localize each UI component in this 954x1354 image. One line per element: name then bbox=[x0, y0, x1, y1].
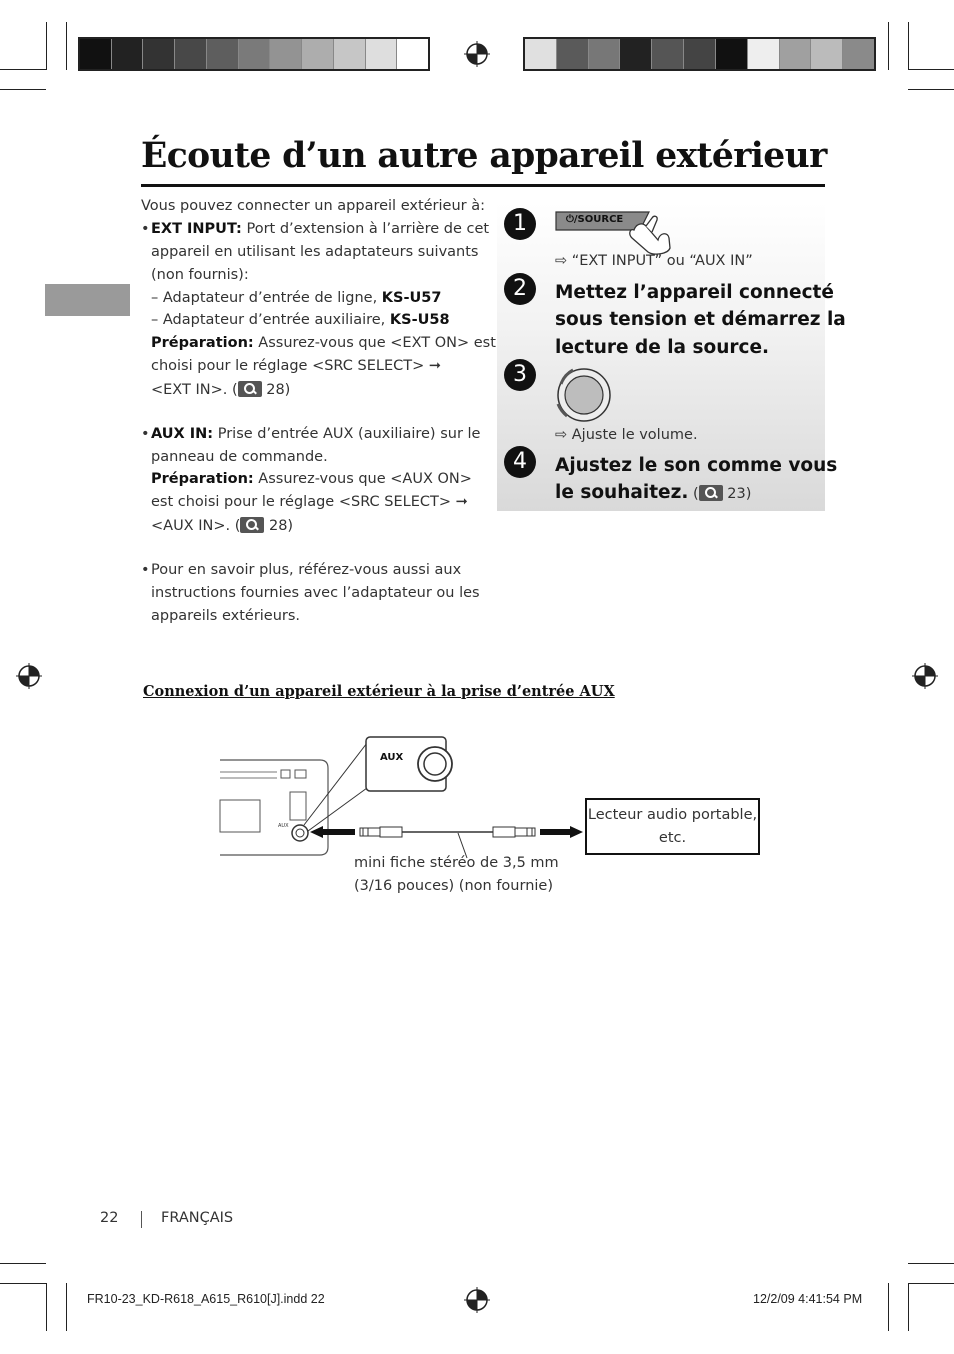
color-swatch bbox=[811, 39, 843, 69]
cable-label-line2: (3/16 pouces) (non fournie) bbox=[354, 878, 553, 894]
step-number-2: 2 bbox=[504, 273, 536, 305]
aux-prep-line3: <AUX IN>. ( 28) bbox=[151, 518, 294, 534]
magnifier-ref-icon bbox=[240, 517, 264, 533]
color-swatch bbox=[557, 39, 589, 69]
slug-filename: FR10-23_KD-R618_A615_R610[J].indd 22 bbox=[87, 1292, 325, 1306]
color-swatch bbox=[80, 39, 112, 69]
connection-title: Connexion d’un appareil extérieur à la prise d’entrée AUX bbox=[143, 683, 615, 700]
bullet: • bbox=[141, 426, 150, 442]
device-label-line1: Lecteur audio portable, bbox=[587, 807, 758, 823]
color-swatch bbox=[239, 39, 271, 69]
more-info-line2: instructions fournies avec l’adaptateur ou les bbox=[151, 585, 480, 601]
color-swatch bbox=[780, 39, 812, 69]
color-swatch bbox=[112, 39, 144, 69]
ext-prep-line2: choisi pour le réglage <SRC SELECT> ➞ bbox=[151, 358, 441, 374]
magnifier-ref-icon bbox=[238, 381, 262, 397]
color-swatch bbox=[397, 39, 428, 69]
aux-prep-line2: est choisi pour le réglage <SRC SELECT> ➞ bbox=[151, 494, 468, 510]
registration-mark-icon bbox=[464, 1287, 490, 1313]
color-swatch bbox=[175, 39, 207, 69]
step2-line1: Mettez l’appareil connecté bbox=[555, 282, 834, 303]
footer-divider bbox=[141, 1211, 142, 1228]
adapter-line: – Adaptateur d’entrée de ligne, KS-U57 bbox=[151, 290, 442, 306]
color-bar-left bbox=[78, 37, 430, 71]
step2-line2: sous tension et démarrez la bbox=[555, 309, 846, 330]
aux-panel-small-label: AUX bbox=[278, 823, 289, 829]
step-number-4: 4 bbox=[504, 446, 536, 478]
color-swatch bbox=[270, 39, 302, 69]
more-info-line3: appareils extérieurs. bbox=[151, 608, 301, 624]
bullet: • bbox=[141, 562, 150, 578]
color-swatch bbox=[716, 39, 748, 69]
color-swatch bbox=[684, 39, 716, 69]
color-swatch bbox=[334, 39, 366, 69]
color-swatch bbox=[525, 39, 557, 69]
aux-prep-line1: Préparation: Assurez-vous que <AUX ON> bbox=[151, 471, 472, 487]
language-side-tab bbox=[45, 284, 130, 316]
step4-line1: Ajustez le son comme vous bbox=[555, 455, 838, 476]
color-bar-right bbox=[523, 37, 876, 71]
color-swatch bbox=[843, 39, 874, 69]
registration-mark-icon bbox=[16, 663, 42, 689]
color-swatch bbox=[589, 39, 621, 69]
step-number-1: 1 bbox=[504, 208, 536, 240]
ext-input-line1: EXT INPUT: Port d’extension à l’arrière de cet bbox=[151, 221, 490, 237]
registration-mark-icon bbox=[912, 663, 938, 689]
ext-prep-line1: Préparation: Assurez-vous que <EXT ON> est bbox=[151, 335, 496, 351]
step2-line3: lecture de la source. bbox=[555, 337, 770, 358]
adapter-aux: – Adaptateur d’entrée auxiliaire, KS-U58 bbox=[151, 312, 450, 328]
color-swatch bbox=[366, 39, 398, 69]
page-number: 22 bbox=[100, 1210, 119, 1226]
color-swatch bbox=[652, 39, 684, 69]
color-swatch bbox=[620, 39, 652, 69]
step-number-3: 3 bbox=[504, 359, 536, 391]
step4-line2: le souhaitez. ( 23) bbox=[555, 482, 752, 503]
magnifier-ref-icon bbox=[699, 485, 723, 501]
volume-knob-icon bbox=[553, 364, 613, 424]
registration-mark-icon bbox=[464, 41, 490, 67]
color-swatch bbox=[207, 39, 239, 69]
aux-in-line2: panneau de commande. bbox=[151, 449, 328, 465]
bullet: • bbox=[141, 221, 150, 237]
aux-in-line1: AUX IN: Prise d’entrée AUX (auxiliaire) sur le bbox=[151, 426, 481, 442]
more-info-line1: Pour en savoir plus, référez-vous aussi aux bbox=[151, 562, 462, 578]
cable-label-line1: mini fiche stéréo de 3,5 mm bbox=[354, 855, 559, 871]
aux-jack-label: AUX bbox=[380, 752, 404, 763]
ext-prep-line3: <EXT IN>. ( 28) bbox=[151, 382, 291, 398]
color-swatch bbox=[302, 39, 334, 69]
title-rule bbox=[141, 184, 825, 187]
footer-language: FRANÇAIS bbox=[161, 1210, 234, 1226]
step1-note: ⇨ “EXT INPUT” ou “AUX IN” bbox=[555, 253, 753, 269]
ext-input-line3: (non fournis): bbox=[151, 267, 249, 283]
device-label-line2: etc. bbox=[658, 830, 687, 846]
step3-note: ⇨ Ajuste le volume. bbox=[555, 427, 698, 443]
color-swatch bbox=[143, 39, 175, 69]
color-swatch bbox=[748, 39, 780, 69]
slug-timestamp: 12/2/09 4:41:54 PM bbox=[753, 1292, 863, 1306]
page-title: Écoute d’un autre appareil extérieur bbox=[141, 136, 827, 176]
intro-text: Vous pouvez connecter un appareil extérieur à: bbox=[141, 198, 485, 214]
ext-input-line2: appareil en utilisant les adaptateurs suivants bbox=[151, 244, 479, 260]
source-button-label: ⏻/SOURCE bbox=[566, 214, 624, 225]
